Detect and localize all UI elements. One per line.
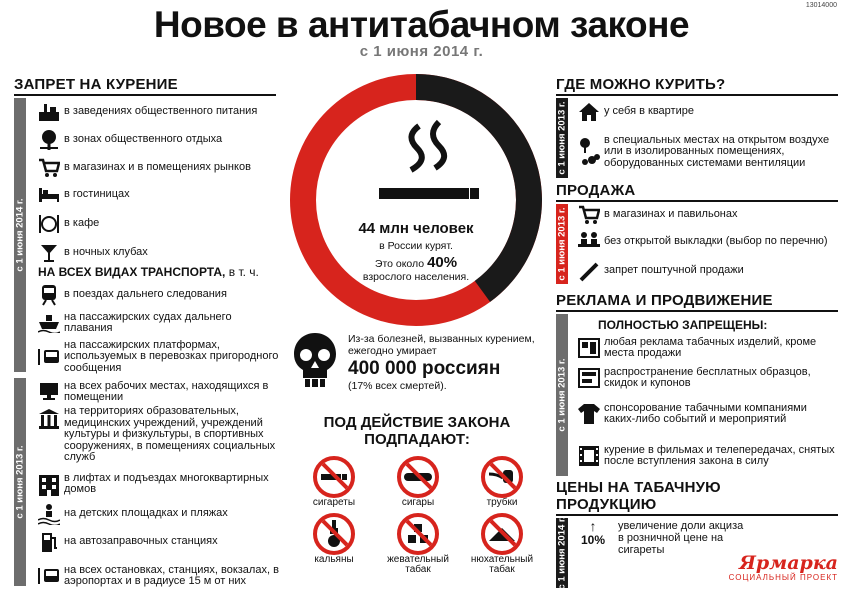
deaths-stats	[348, 333, 548, 392]
smokers-count: 44 млн человек	[358, 220, 474, 237]
cigarette-icon	[313, 456, 355, 498]
transport-heading: НА ВСЕХ ВИДАХ ТРАНСПОРТА, в т. ч.	[38, 265, 259, 279]
list-item: в кафе	[34, 208, 279, 240]
products-grid	[292, 456, 544, 576]
product-item: нюхательный табак	[460, 513, 544, 576]
outdoor-icon	[574, 137, 604, 167]
list-item: спонсорование табачными компаниями каких-либо событий и мероприятий	[574, 393, 836, 435]
prices-value: 10%	[580, 533, 606, 547]
list-item: в ночных клубах	[34, 240, 279, 266]
computer-icon	[34, 382, 64, 402]
deaths-text: Из-за болезней, вызванных курением, ежегодно умирает	[348, 333, 535, 357]
list-item: на пассажирских судах дальнего плавания	[34, 309, 279, 337]
ban-list-2013	[34, 378, 284, 590]
arrow-up-icon: ↑	[589, 518, 597, 534]
prices-date-bar: с 1 июня 2014 г.	[556, 516, 568, 590]
bus-stop-icon	[34, 566, 64, 586]
list-item: без открытой выкладки (выбор по перечню)	[574, 226, 836, 258]
train-icon	[34, 284, 64, 306]
prices-heading-rule	[556, 514, 838, 516]
hookah-icon	[313, 513, 355, 555]
where-list	[574, 98, 836, 178]
ship-icon	[34, 313, 64, 333]
house-icon	[574, 102, 604, 122]
list-item: на всех остановках, станциях, вокзалах, в аэропортах и в радиусе 15 м от них	[34, 556, 284, 590]
gas-pump-icon	[34, 531, 64, 553]
product-item: сигары	[376, 456, 460, 509]
list-item: в магазинах и павильонах	[574, 204, 836, 226]
list-item: в лифтах и подъездах многоквартирных домов	[34, 468, 284, 500]
where-heading: ГДЕ МОЖНО КУРИТЬ?	[556, 76, 726, 93]
ban-list-2014	[34, 98, 279, 266]
tshirt-icon	[574, 403, 604, 425]
list-item: на всех рабочих местах, находящихся в помещении	[34, 378, 284, 406]
building-columns-icon	[34, 406, 64, 430]
prices-increase	[578, 519, 608, 547]
cart-icon	[34, 158, 64, 178]
prices-text: увеличение доли акциза в розничной цене на сигареты	[618, 520, 744, 556]
single-cigarette-icon	[574, 260, 604, 282]
transport-list	[34, 281, 279, 377]
bed-icon	[34, 187, 64, 203]
cutlery-icon	[34, 213, 64, 235]
list-item: в гостиницах	[34, 182, 279, 208]
skull-icon	[290, 330, 340, 395]
ads-subheading: ПОЛНОСТЬЮ ЗАПРЕЩЕНЫ:	[598, 318, 768, 332]
where-date-bar: с 1 июня 2013 г.	[556, 98, 568, 178]
product-item: жевательный табак	[376, 513, 460, 576]
date-bar-2014: с 1 июня 2014 г.	[14, 98, 26, 372]
deaths-number: 400 000 россиян	[348, 358, 501, 379]
list-item: в заведениях общественного питания	[34, 98, 279, 126]
sale-heading: ПРОДАЖА	[556, 182, 636, 199]
pipe-icon	[481, 456, 523, 498]
chewing-tobacco-icon	[397, 513, 439, 555]
apartment-icon	[34, 471, 64, 497]
smokers-percent-suffix: взрослого населения.	[362, 271, 470, 283]
coupon-icon	[574, 368, 604, 388]
list-item: в магазинах и в помещениях рынков	[34, 154, 279, 182]
page-subtitle: с 1 июня 2014 г.	[359, 43, 484, 60]
list-item: на детских площадках и пляжах	[34, 500, 284, 528]
where-heading-rule	[556, 94, 838, 96]
ads-date-bar: с 1 июня 2013 г.	[556, 314, 568, 476]
law-heading: ПОД ДЕЙСТВИЕ ЗАКОНА ПОДПАДАЮТ:	[323, 414, 511, 448]
counter-icon	[574, 231, 604, 253]
cigarette-icon-large	[375, 118, 485, 218]
list-item: любая реклама табачных изделий, кроме места продажи	[574, 333, 836, 363]
deaths-share: (17% всех смертей).	[348, 380, 447, 392]
ban-heading-rule	[14, 94, 276, 96]
cocktail-icon	[34, 243, 64, 263]
list-item: в поездах дальнего следования	[34, 281, 279, 309]
date-bar-2013: с 1 июня 2013 г.	[14, 378, 26, 586]
cart-icon	[574, 205, 604, 225]
tree-icon	[34, 129, 64, 151]
beach-icon	[34, 503, 64, 525]
restaurant-icon	[34, 102, 64, 122]
ads-heading: РЕКЛАМА И ПРОДВИЖЕНИЕ	[556, 292, 773, 309]
sale-date-bar: с 1 июня 2013 г.	[556, 204, 568, 284]
ban-heading: ЗАПРЕТ НА КУРЕНИЕ	[14, 76, 178, 93]
list-item: у себя в квартире	[574, 98, 836, 126]
sale-list	[574, 204, 836, 284]
list-item: на пассажирских платформах, используемых в перевозках пригородного сообщения	[34, 337, 279, 377]
smokers-stats	[330, 220, 502, 283]
list-item: на автозаправочных станциях	[34, 528, 284, 556]
billboard-icon	[574, 338, 604, 358]
film-icon	[574, 445, 604, 467]
product-item: кальяны	[292, 513, 376, 576]
prices-heading: ЦЕНЫ НА ТАБАЧНУЮ ПРОДУКЦИЮ	[556, 479, 721, 513]
smokers-percent-line: Это около 40%	[374, 254, 458, 271]
smokers-text: в России курят.	[379, 240, 453, 252]
list-item: в специальных местах на открытом воздухе или в изолированных помещениях, оборудованных системами вентиляции	[574, 126, 836, 178]
list-item: курение в фильмах и телепередачах, снятых после вступления закона в силу	[574, 435, 836, 477]
ads-list	[574, 333, 836, 477]
cigar-icon	[397, 456, 439, 498]
ads-heading-rule	[556, 310, 838, 312]
product-item: трубки	[460, 456, 544, 509]
list-item: запрет поштучной продажи	[574, 258, 836, 284]
page-title: Новое в антитабачном законе	[153, 4, 690, 45]
list-item: на территориях образовательных, медицинских учреждений, учреждений культуры и физкультуры, в спортивных сооружениях, в помещениях социальных служб	[34, 406, 284, 468]
platform-icon	[34, 347, 64, 367]
product-item: сигареты	[292, 456, 376, 509]
document-code: 13014000	[805, 2, 837, 9]
list-item: распространение бесплатных образцов, скидок и купонов	[574, 363, 836, 393]
snuff-icon	[481, 513, 523, 555]
brand-logo: Ярмарка СОЦИАЛЬНЫЙ ПРОЕКТ	[728, 552, 838, 582]
sale-heading-rule	[556, 200, 838, 202]
list-item: в зонах общественного отдыха	[34, 126, 279, 154]
